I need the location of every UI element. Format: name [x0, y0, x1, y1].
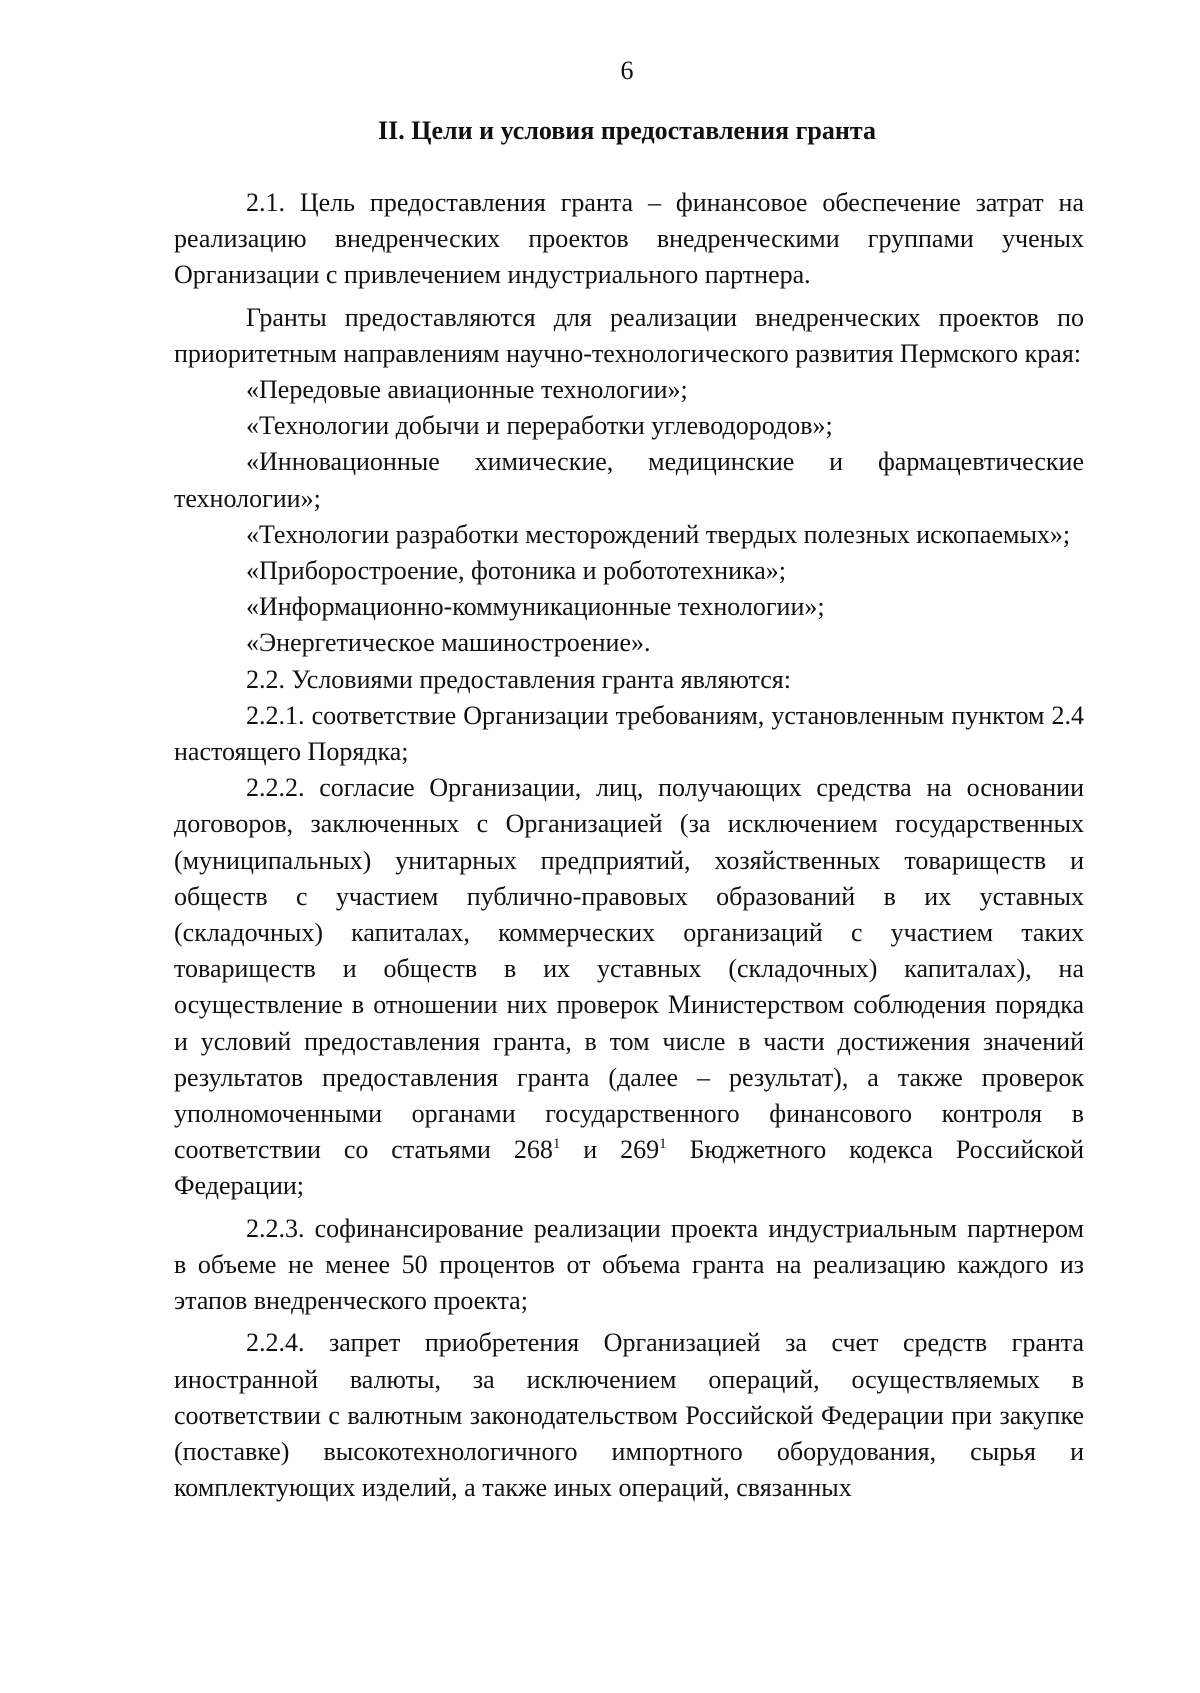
paragraph-2-1: 2.1. Цель предоставления гранта – финансовое обеспечение затрат на реализацию внедренческих проектов внедренческими группами ученых Организации с привлечением индустриального партнера.	[174, 188, 1084, 290]
paragraph-2-2-2-end: Бюджетного кодекса Российской Федерации;	[174, 1135, 1085, 1201]
paragraph-2-2-2	[174, 770, 1084, 1204]
direction-item-3: «Инновационные химические, медицинские и фармацевтические технологии»;	[174, 447, 1084, 513]
direction-item-6: «Информационно-коммуникационные технологии»;	[246, 592, 825, 622]
paragraph-2-2-2-main: 2.2.2. согласие Организации, лиц, получающих средства на основании договоров, заключенных с Организацией (за исключением государственных (муниципальных) унитарных предприятий, хозяйственных товариществ и обществ с участием публично-правовых образований в их уставных (складочных) капиталах, коммерческих организаций с участием таких товариществ и обществ в их уставных (складочных) капиталах), на осуществление в отношении них проверок Министерством соблюдения порядка и условий предоставления гранта, в том числе в части достижения значений результатов предоставления гранта (далее – результат), а также проверок уполномоченными органами государственного финансового контроля в соответствии со статьями 268	[174, 773, 1084, 1165]
direction-item-7: «Энергетическое машиностроение».	[246, 628, 651, 658]
document-body	[174, 185, 1084, 1506]
section-heading: II. Цели и условия предоставления гранта	[378, 116, 876, 145]
paragraph-grants: Гранты предоставляются для реализации внедренческих проектов по приоритетным направлениям научно-технологического развития Пермского края:	[174, 302, 1084, 368]
direction-item-2: «Технологии добычи и переработки углеводородов»;	[246, 411, 833, 441]
paragraph-2-2-3: 2.2.3. софинансирование реализации проекта индустриальным партнером в объеме не менее 50 процентов от объема гранта на реализацию каждого из этапов внедренческого проекта;	[174, 1213, 1084, 1316]
paragraph-2-2-2-mid: и 269	[560, 1135, 660, 1165]
direction-item-4: «Технологии разработки месторождений твердых полезных ископаемых»;	[246, 519, 1071, 549]
superscript-2: 1	[659, 1136, 667, 1153]
superscript-1: 1	[552, 1136, 561, 1153]
paragraph-2-2-1: 2.2.1. соответствие Организации требованиям, установленным пунктом 2.4 настоящего Порядка;	[174, 700, 1084, 767]
paragraph-2-2: 2.2. Условиями предоставления гранта являются:	[246, 664, 791, 694]
paragraph-2-2-4: 2.2.4. запрет приобретения Организацией за счет средств гранта иностранной валюты, за исключением операций, осуществляемых в соответствии с валютным законодательством Российской Федерации при закупке (поставке) высокотехнологичного импортного оборудования, сырья и комплектующих изделий, а также иных операций, связанных	[174, 1328, 1084, 1503]
direction-item-1: «Передовые авиационные технологии»;	[246, 375, 688, 405]
direction-item-5: «Приборостроение, фотоника и робототехника»;	[246, 556, 787, 586]
page-number: 6	[620, 56, 634, 85]
